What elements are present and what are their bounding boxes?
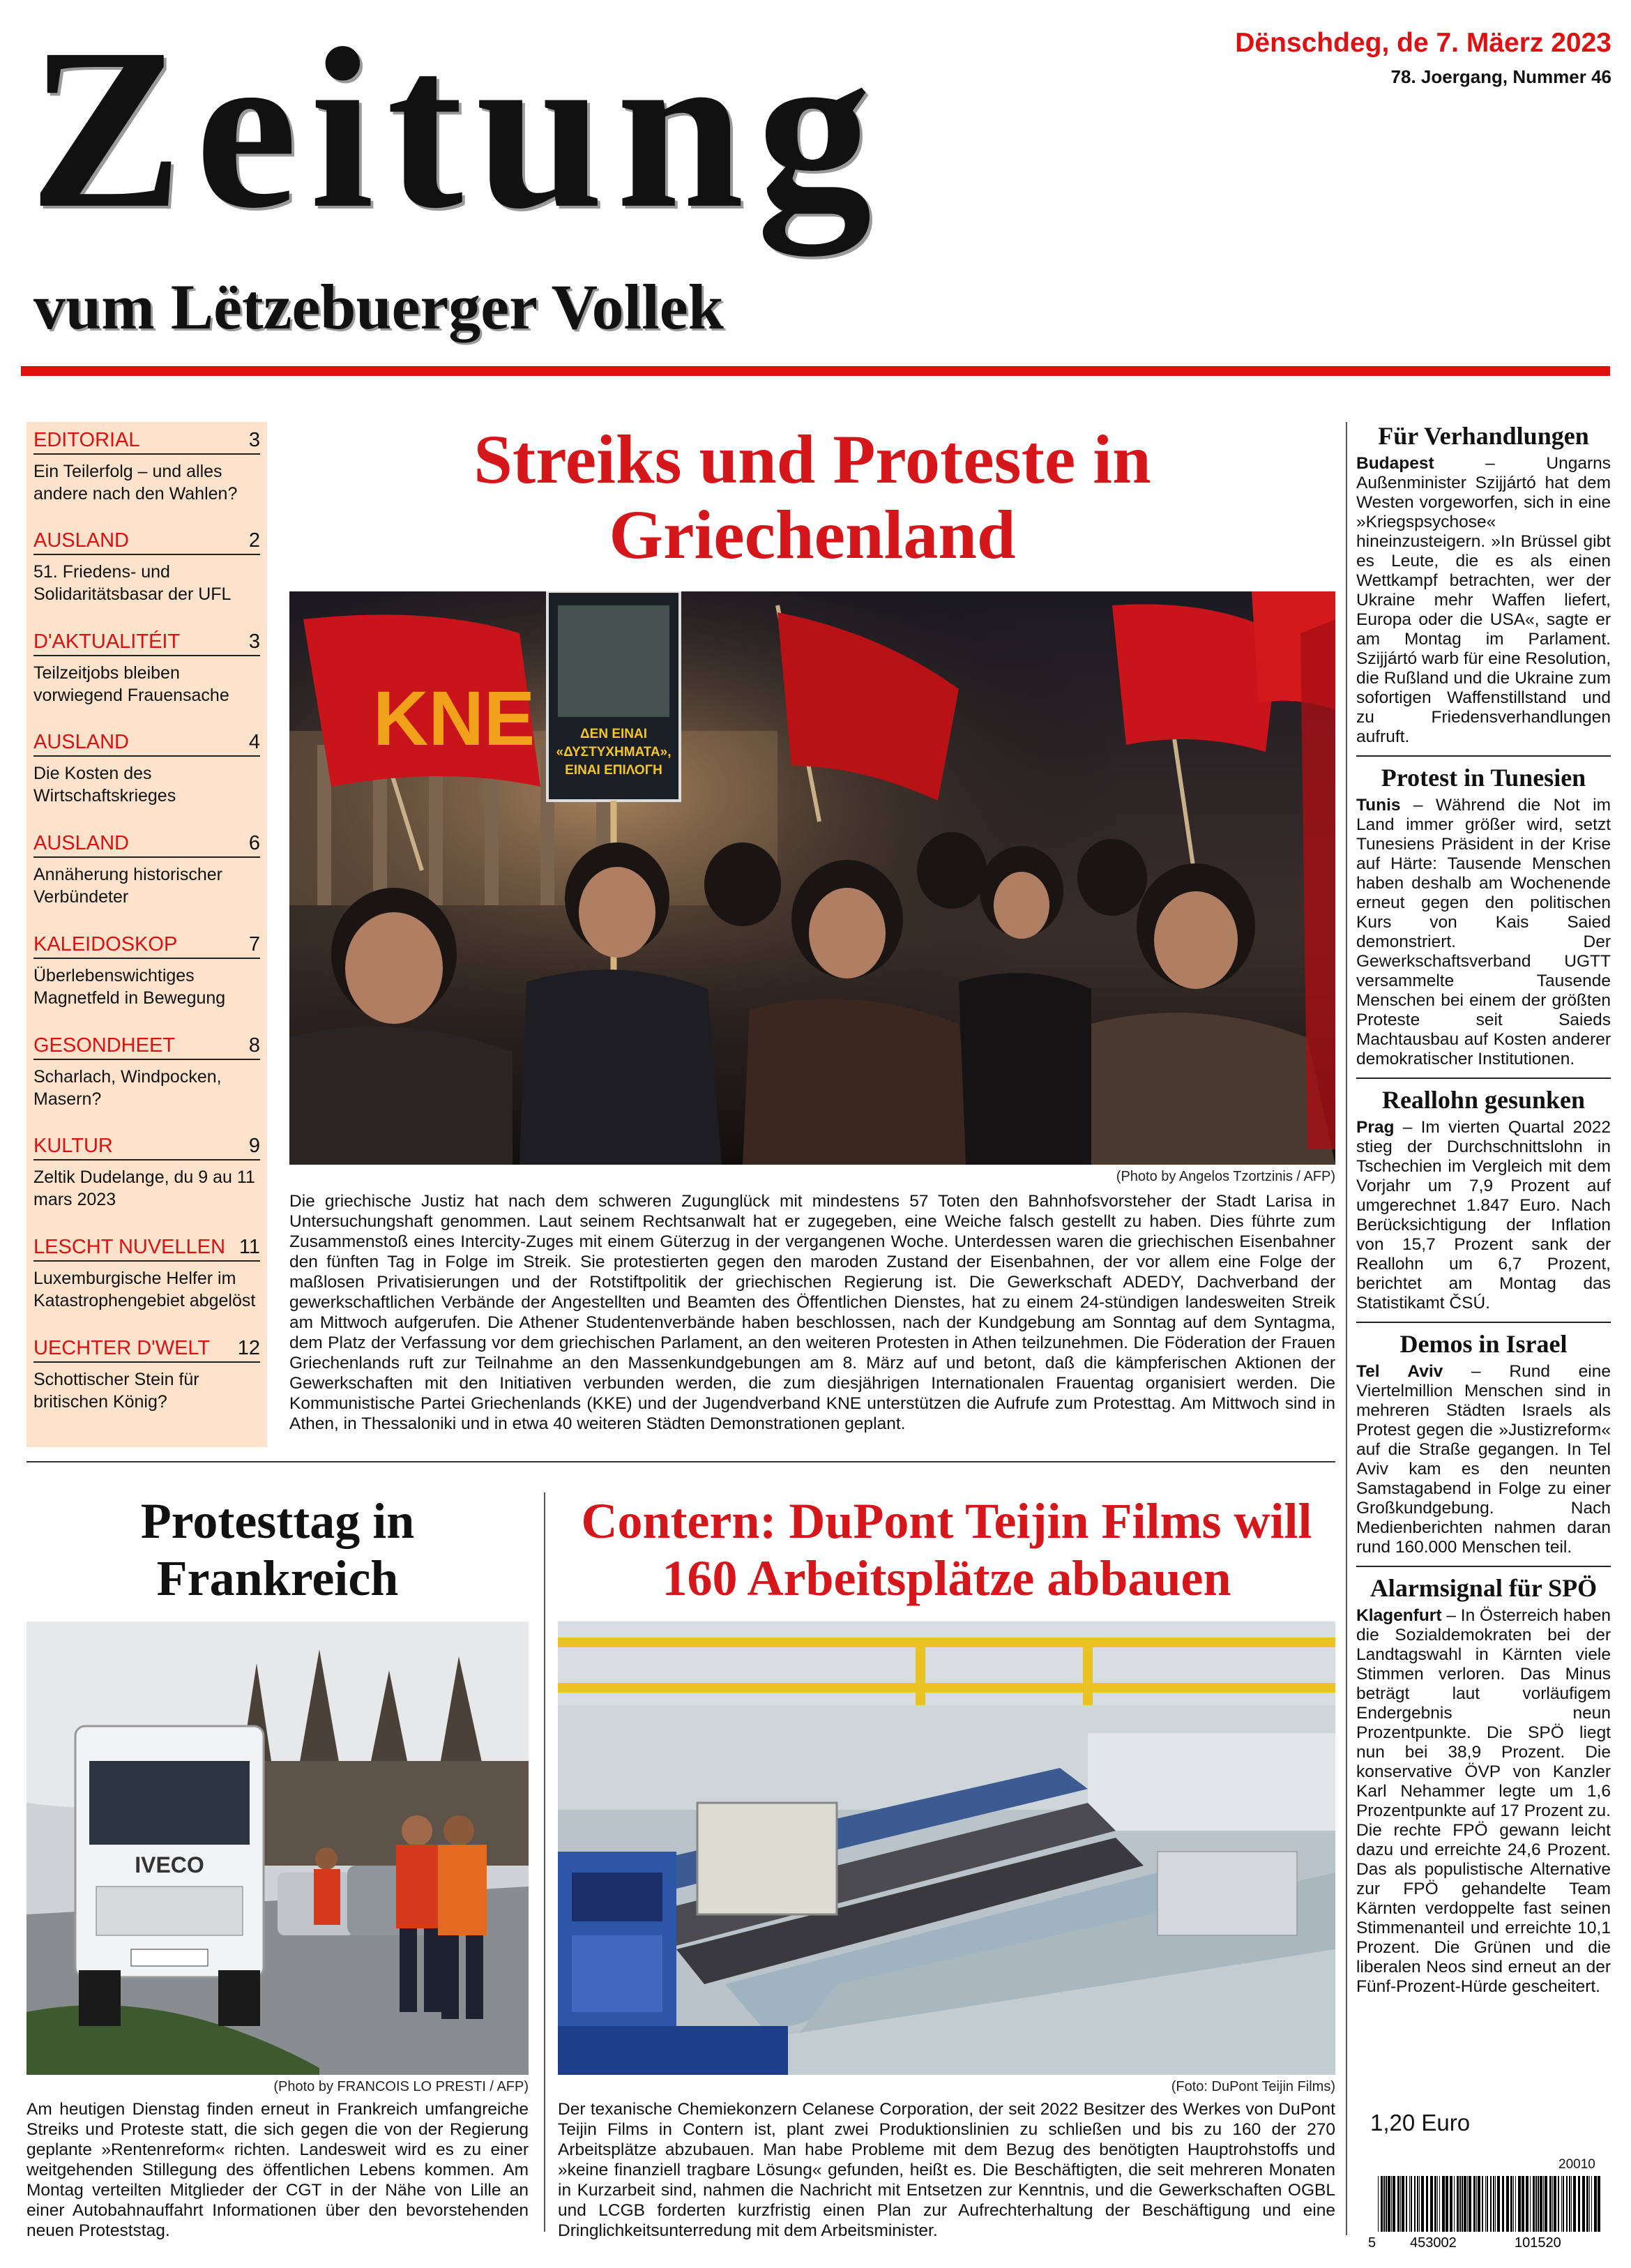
barcode-bar bbox=[1571, 2176, 1572, 2232]
brief-separator bbox=[1356, 1322, 1611, 1323]
toc-page-number: 12 bbox=[237, 1337, 260, 1359]
toc-section-header bbox=[33, 1135, 260, 1161]
barcode-bar bbox=[1552, 2176, 1553, 2232]
barcode-bar bbox=[1586, 2176, 1588, 2232]
barcode-bar bbox=[1506, 2176, 1509, 2232]
dupont-photo-caption: (Foto: DuPont Teijin Films) bbox=[1171, 2079, 1335, 2094]
brief-dateline: Budapest bbox=[1356, 454, 1434, 473]
brief-text bbox=[1356, 1362, 1611, 1557]
toc-section-header bbox=[33, 429, 260, 455]
barcode-bar bbox=[1426, 2176, 1428, 2232]
toc-section-header bbox=[33, 630, 260, 656]
toc-section: AUSLAND bbox=[33, 529, 129, 552]
barcode-bar bbox=[1406, 2176, 1407, 2232]
barcode-bar bbox=[1383, 2176, 1385, 2232]
barcode-bar bbox=[1582, 2176, 1585, 2232]
toc-page-number: 2 bbox=[248, 529, 260, 552]
toc-section: GESONDHEET bbox=[33, 1034, 176, 1057]
toc-item[interactable] bbox=[33, 1337, 260, 1413]
toc-teaser: Annäherung historischer Verbündeter bbox=[33, 865, 222, 907]
toc-page-number: 9 bbox=[248, 1135, 260, 1157]
barcode-bar bbox=[1502, 2176, 1504, 2232]
svg-text:ΔΕΝ ΕΙΝΑΙ: ΔΕΝ ΕΙΝΑΙ bbox=[579, 727, 648, 741]
barcode-bar bbox=[1450, 2176, 1452, 2232]
barcode-bar bbox=[1439, 2176, 1440, 2232]
brief-title[interactable]: Alarmsignal für SPÖ bbox=[1370, 1574, 1598, 1602]
brief-text bbox=[1356, 1118, 1611, 1313]
toc-item[interactable] bbox=[33, 1135, 260, 1211]
brief-separator bbox=[1356, 755, 1611, 757]
barcode-addon: 20010 bbox=[1558, 2157, 1595, 2172]
barcode-bar bbox=[1442, 2176, 1445, 2232]
toc-section-header bbox=[33, 529, 260, 555]
barcode-digits: 101520 bbox=[1515, 2235, 1561, 2249]
toc-item[interactable] bbox=[33, 731, 260, 807]
masthead-title: Zeitung bbox=[29, 1, 885, 256]
barcode-bars bbox=[1368, 2176, 1609, 2249]
table-of-contents bbox=[26, 422, 267, 1447]
barcode-bar bbox=[1485, 2176, 1486, 2232]
toc-item[interactable] bbox=[33, 630, 260, 706]
brief-title[interactable]: Protest in Tunesien bbox=[1381, 764, 1586, 792]
barcode-bar bbox=[1482, 2176, 1483, 2232]
protest-photo-illustration bbox=[289, 591, 1335, 1165]
barcode-bar bbox=[1467, 2176, 1468, 2232]
toc-section-header bbox=[33, 832, 260, 858]
toc-section: EDITORIAL bbox=[33, 429, 140, 451]
masthead-subtitle: vum Lëtzebuerger Vollek bbox=[33, 271, 724, 342]
barcode-digits: 5 bbox=[1368, 2235, 1376, 2249]
barcode-bar bbox=[1473, 2176, 1476, 2232]
barcode-bar bbox=[1493, 2176, 1494, 2232]
toc-section-header bbox=[33, 933, 260, 959]
toc-teaser: Überlebenswichtiges Magnetfeld in Bewegung bbox=[33, 966, 226, 1008]
brief-title[interactable]: Demos in Israel bbox=[1399, 1330, 1568, 1358]
svg-text:«ΔΥΣΤΥΧΗΜΑΤΑ»,: «ΔΥΣΤΥΧΗΜΑΤΑ», bbox=[556, 745, 672, 759]
toc-teaser: 51. Friedens- und Solidaritätsbasar der UFL bbox=[33, 562, 232, 604]
barcode-bar bbox=[1388, 2176, 1390, 2232]
toc-page-number: 4 bbox=[248, 731, 260, 753]
dupont-photo[interactable] bbox=[558, 1621, 1335, 2075]
toc-teaser: Zeltik Dudelange, du 9 au 11 mars 2023 bbox=[33, 1167, 255, 1209]
toc-section-header bbox=[33, 1034, 260, 1060]
barcode-bar bbox=[1518, 2176, 1521, 2232]
brief-body: – Ungarns Außenminister Szijjártó hat dem Westen vorgeworfen, sich in eine »Kriegspsychose« hineinzusteigern. »In Brüssel gibt es Leute, die es als einen Wettkampf betrachten, wer der Ukraine mehr Waffen liefert, Europa oder die USA«, sagte er am Montag im Parlament. Szijjártó warb für eine Resolution, die Rußland und die Ukraine zum sofortigen Waffenstillstand und zu Friedensverhandlungen aufruft. bbox=[1356, 454, 1611, 746]
barcode-bar bbox=[1476, 2176, 1477, 2232]
barcode-bar bbox=[1386, 2176, 1387, 2232]
brief-text bbox=[1356, 454, 1611, 747]
price: 1,20 Euro bbox=[1370, 2110, 1471, 2135]
svg-text:IVECO: IVECO bbox=[135, 1852, 204, 1877]
barcode-bar bbox=[1554, 2176, 1556, 2232]
brief-separator bbox=[1356, 1566, 1611, 1567]
issue-date: Dënschdeg, de 7. Mäerz 2023 bbox=[1235, 28, 1611, 58]
barcode-digits: 453002 bbox=[1410, 2235, 1457, 2249]
barcode-bar bbox=[1526, 2176, 1528, 2232]
brief-body: – Rund eine Viertelmillion Menschen sind in mehreren Städten Israels als Protest gegen die »Justizreform« auf die Straße gegangen. In Tel Aviv kam es den neunten Samstagabend in Folge zu einer Großkundgebung. Nach Medienberichten nahmen daran rund 160.000 Menschen teil. bbox=[1356, 1362, 1611, 1557]
barcode-bar bbox=[1464, 2176, 1466, 2232]
barcode-bar bbox=[1594, 2176, 1597, 2232]
barcode-bar bbox=[1573, 2176, 1576, 2232]
toc-item[interactable] bbox=[33, 933, 260, 1009]
barcode-bar bbox=[1558, 2176, 1559, 2232]
barcode-bar bbox=[1462, 2176, 1463, 2232]
brief-dateline: Tunis bbox=[1356, 796, 1401, 815]
toc-section: D'AKTUALITÉIT bbox=[33, 630, 181, 653]
barcode-bar bbox=[1469, 2176, 1471, 2232]
france-photo-caption: (Photo by FRANCOIS LO PRESTI / AFP) bbox=[273, 2079, 529, 2094]
brief-separator bbox=[1356, 1078, 1611, 1079]
brief-text bbox=[1356, 1606, 1611, 1997]
toc-section-header bbox=[33, 731, 260, 757]
factory-photo-illustration bbox=[558, 1621, 1335, 2075]
lead-photo-caption: (Photo by Angelos Tzortzinis / AFP) bbox=[1116, 1169, 1335, 1184]
barcode-bar bbox=[1589, 2176, 1590, 2232]
toc-teaser: Die Kosten des Wirtschaftskrieges bbox=[33, 764, 176, 806]
barcode-bar bbox=[1569, 2176, 1570, 2232]
toc-teaser: Scharlach, Windpocken, Masern? bbox=[33, 1067, 222, 1109]
column-divider bbox=[544, 1492, 545, 2232]
brief-dateline: Tel Aviv bbox=[1356, 1362, 1443, 1381]
barcode bbox=[1368, 2176, 1609, 2249]
barcode-bar bbox=[1540, 2176, 1542, 2232]
barcode-bar bbox=[1513, 2176, 1514, 2232]
barcode-bar bbox=[1497, 2176, 1500, 2232]
barcode-bar bbox=[1563, 2176, 1564, 2232]
barcode-bar bbox=[1478, 2176, 1480, 2232]
truck-photo-illustration bbox=[26, 1621, 529, 2075]
toc-item[interactable] bbox=[33, 529, 260, 605]
barcode-bar bbox=[1515, 2176, 1516, 2232]
barcode-bar bbox=[1591, 2176, 1592, 2232]
barcode-bar bbox=[1417, 2176, 1418, 2232]
svg-text:ΕΙΝΑΙ ΕΠΙΛΟΓΗ: ΕΙΝΑΙ ΕΠΙΛΟΓΗ bbox=[565, 763, 662, 778]
barcode-bar bbox=[1487, 2176, 1488, 2232]
toc-teaser: Schottischer Stein für britischen König? bbox=[33, 1370, 199, 1412]
dupont-body: Der texanische Chemiekonzern Celanese Corporation, der seit 2022 Besitzer des Werkes von DuPont Teijin Films in Contern ist, plant zwei Produktionslinien zu schließen und bis zu 160 der 270 Arbeitsplätze abzubauen. Man habe Probleme mit dem Bezug des benötigten Hauptrohstoffs und »keine finanziell tragbare Lösung« gefunden, heißt es. Die Beschäftigten, die seit mehreren Monaten in Kurzarbeit sind, nahmen die Nachricht mit Entsetzen zur Kenntnis, und die Gewerkschaften OGBL und LCGB forderten kurzfristig einen Plan zur Aufrechterhaltung der Beschäftigung und eine Dringlichkeitsunterredung mit dem Arbeitsminister. bbox=[558, 2100, 1335, 2240]
brief-title[interactable]: Für Verhandlungen bbox=[1378, 422, 1589, 450]
barcode-bar bbox=[1598, 2176, 1600, 2232]
brief-body: – Während die Not im Land immer größer wird, setzt Tunesiens Präsident in der Krise auf Härte: Tausende Menschen haben deshalb am Wochenende erneut gegen den politischen Kurs von Kais Saied demonstriert. Der Gewerkschaftsverband UGTT versammelte Tausende Menschen bei einem der größten Proteste seit Saieds Machtausbau auf Kosten anderer demokratischer Institutionen. bbox=[1356, 796, 1611, 1068]
toc-section: KALEIDOSKOP bbox=[33, 933, 178, 955]
toc-section: KULTUR bbox=[33, 1135, 113, 1157]
toc-item[interactable] bbox=[33, 429, 260, 505]
brief-dateline: Prag bbox=[1356, 1118, 1395, 1137]
brief-body: – Im vierten Quartal 2022 stieg der Durchschnittslohn in Tschechien im Vergleich mit dem Vorjahr um 7,9 Prozent auf umgerechnet 1.847 Euro. Nach Berücksichtigung der Inflation von 15,7 Prozent sank der Reallohn um 6,7 Prozent, berichtet am Montag das Statistikamt ČSÚ. bbox=[1356, 1118, 1611, 1313]
lead-photo[interactable] bbox=[289, 591, 1335, 1165]
barcode-bar bbox=[1578, 2176, 1580, 2232]
barcode-bar bbox=[1561, 2176, 1562, 2232]
barcode-bar bbox=[1457, 2176, 1459, 2232]
toc-teaser: Teilzeitjobs bleiben vorwiegend Frauensache bbox=[33, 663, 229, 705]
column-divider-right bbox=[1346, 422, 1347, 2235]
news-briefs-column bbox=[1356, 422, 1611, 2005]
toc-section: AUSLAND bbox=[33, 832, 129, 854]
toc-teaser: Ein Teilerfolg – und alles andere nach den Wahlen? bbox=[33, 462, 238, 504]
barcode-bar bbox=[1522, 2176, 1524, 2232]
barcode-bar bbox=[1490, 2176, 1492, 2232]
toc-page-number: 7 bbox=[248, 933, 260, 955]
section-divider bbox=[26, 1461, 1335, 1462]
toc-item[interactable] bbox=[33, 1034, 260, 1110]
toc-item[interactable] bbox=[33, 1236, 260, 1312]
france-headline[interactable]: Protesttag in Frankreich bbox=[140, 1493, 415, 1606]
barcode-bar bbox=[1419, 2176, 1420, 2232]
france-body: Am heutigen Dienstag finden erneut in Frankreich umfangreiche Streiks und Proteste statt, die sich gegen die von der Regierung geplante »Rentenreform« richten. Landesweit wird es zu einer weitgehenden Stillegung des öffentlichen Lebens kommen. Am Montag verteilten Mitglieder der CGT in der Nähe von Lille an einer Autobahnauffahrt Informationen über den bevorstehenden neuen Proteststag. bbox=[26, 2100, 529, 2240]
barcode-bar bbox=[1454, 2176, 1455, 2232]
dupont-headline[interactable]: Contern: DuPont Teijin Films will 160 Arbeitsplätze abbauen bbox=[581, 1493, 1312, 1606]
toc-page-number: 11 bbox=[238, 1236, 260, 1258]
barcode-bar bbox=[1378, 2176, 1379, 2232]
toc-page-number: 6 bbox=[248, 832, 260, 854]
barcode-bar bbox=[1409, 2176, 1410, 2232]
lead-headline[interactable]: Streiks und Proteste in Griechenland bbox=[473, 421, 1151, 573]
barcode-bar bbox=[1545, 2176, 1547, 2232]
toc-section-header bbox=[33, 1337, 260, 1363]
barcode-bar bbox=[1549, 2176, 1552, 2232]
toc-section: AUSLAND bbox=[33, 731, 129, 753]
brief-text bbox=[1356, 796, 1611, 1069]
barcode-bar bbox=[1530, 2176, 1531, 2232]
toc-page-number: 3 bbox=[248, 429, 260, 451]
toc-section: UECHTER D'WELT bbox=[33, 1337, 211, 1359]
barcode-bar bbox=[1421, 2176, 1424, 2232]
masthead-rule bbox=[21, 366, 1610, 376]
barcode-bar bbox=[1510, 2176, 1512, 2232]
toc-teaser: Luxemburgische Helfer im Katastrophengebiet abgelöst bbox=[33, 1269, 256, 1310]
toc-section: LESCHT NUVELLEN bbox=[33, 1236, 226, 1258]
barcode-bar bbox=[1434, 2176, 1436, 2232]
svg-text:ΚΝΕ: ΚΝΕ bbox=[373, 676, 536, 762]
brief-body: – In Österreich haben die Sozialdemokraten bei der Landtagswahl in Kärnten viele Stimmen verloren. Das Minus beträgt laut vorläufigem Endergebnis neun Prozentpunkte. Die SPÖ liegt nun bei 38,9 Prozent. Die konservative ÖVP von Kanzler Karl Nehammer legte um 1,6 Prozentpunkte auf 17 Prozent zu. Die rechte FPÖ gewann leicht dazu und erreichte 24,6 Prozent. Das als populistische Alternative zur FPÖ gehandelte Team Kärnten verdoppelte fast seinen Stimmenanteil und erreichte 10,1 Prozent. Die Grünen und die liberalen Neos sind erneut an der Fünf-Prozent-Hürde gescheitert. bbox=[1356, 1606, 1611, 1996]
toc-item[interactable] bbox=[33, 832, 260, 908]
barcode-bar bbox=[1391, 2176, 1392, 2232]
barcode-bar bbox=[1459, 2176, 1461, 2232]
barcode-bar bbox=[1414, 2176, 1416, 2232]
toc-page-number: 3 bbox=[248, 630, 260, 653]
barcode-bar bbox=[1393, 2176, 1395, 2232]
barcode-bar bbox=[1543, 2176, 1544, 2232]
barcode-bar bbox=[1411, 2176, 1412, 2232]
barcode-bar bbox=[1400, 2176, 1401, 2232]
toc-page-number: 8 bbox=[248, 1034, 260, 1057]
barcode-bar bbox=[1430, 2176, 1433, 2232]
barcode-bar bbox=[1566, 2176, 1568, 2232]
barcode-bar bbox=[1446, 2176, 1448, 2232]
barcode-bar bbox=[1402, 2176, 1404, 2232]
barcode-bar bbox=[1538, 2176, 1539, 2232]
brief-title[interactable]: Reallohn gesunken bbox=[1381, 1086, 1586, 1114]
france-photo[interactable] bbox=[26, 1621, 529, 2075]
issue-number: 78. Joergang, Nummer 46 bbox=[1390, 66, 1611, 87]
lead-body: Die griechische Justiz hat nach dem schweren Zugunglück mit mindestens 57 Toten den Bahnhofsvorsteher der Stadt Larisa in Untersuchungshaft genommen. Laut seinem Rechtsanwalt hat er zugegeben, eine Weiche falsch gestellt zu haben. Dies führte zum Zusammenstoß eines Intercity-Zuges mit einem Güterzug in der vergangenen Woche. Unterdessen waren die griechischen Eisenbahner den fünften Tag in Folge im Streik. Sie protestierten gegen den maroden Zustand der Eisenbahnen, der vor allem eine Folge der maßlosen Privatisierungen und der Rotstiftpolitik der griechischen Regierung ist. Die Gewerkschaft ADEDY, Dachverband der gewerkschaftlichen Verbände der Angestellten und Beamten des Öffentlichen Dienstes, hat zu einem 24-stündigen landesweiten Streik am Mittwoch aufgerufen. Die Athener Studentenverbände haben beschlossen, nach der Kundgebung am Sonntag auf dem Syntagma, dem Platz der Verfassung vor dem griechischen Parlament, an den weiteren Protesten in Athen teilzunehmen. Die Föderation der Frauen Griechenlands ruft zur Teilnahme an den Massenkundgebungen am 8. März auf und betont, daß die kämpferischen Aktionen der Gewerkschaften mit den Initiativen verbunden werden, die zum diesjährigen Internationalen Frauentag organisiert werden. Die Kommunistische Partei Griechenlands (KKE) und der Jugendverband KNE unterstützen die Aufrufe zum Protesttag. Am Mittwoch sind in Athen, in Thessaloniki und in etwa 40 weiteren Städten Demonstrationen geplant. bbox=[289, 1192, 1335, 1433]
barcode-bar bbox=[1495, 2176, 1496, 2232]
barcode-bar bbox=[1381, 2176, 1383, 2232]
barcode-bar bbox=[1533, 2176, 1535, 2232]
brief-dateline: Klagenfurt bbox=[1356, 1606, 1442, 1625]
barcode-bar bbox=[1437, 2176, 1438, 2232]
barcode-bar bbox=[1397, 2176, 1399, 2232]
toc-section-header bbox=[33, 1236, 260, 1262]
barcode-bar bbox=[1535, 2176, 1537, 2232]
